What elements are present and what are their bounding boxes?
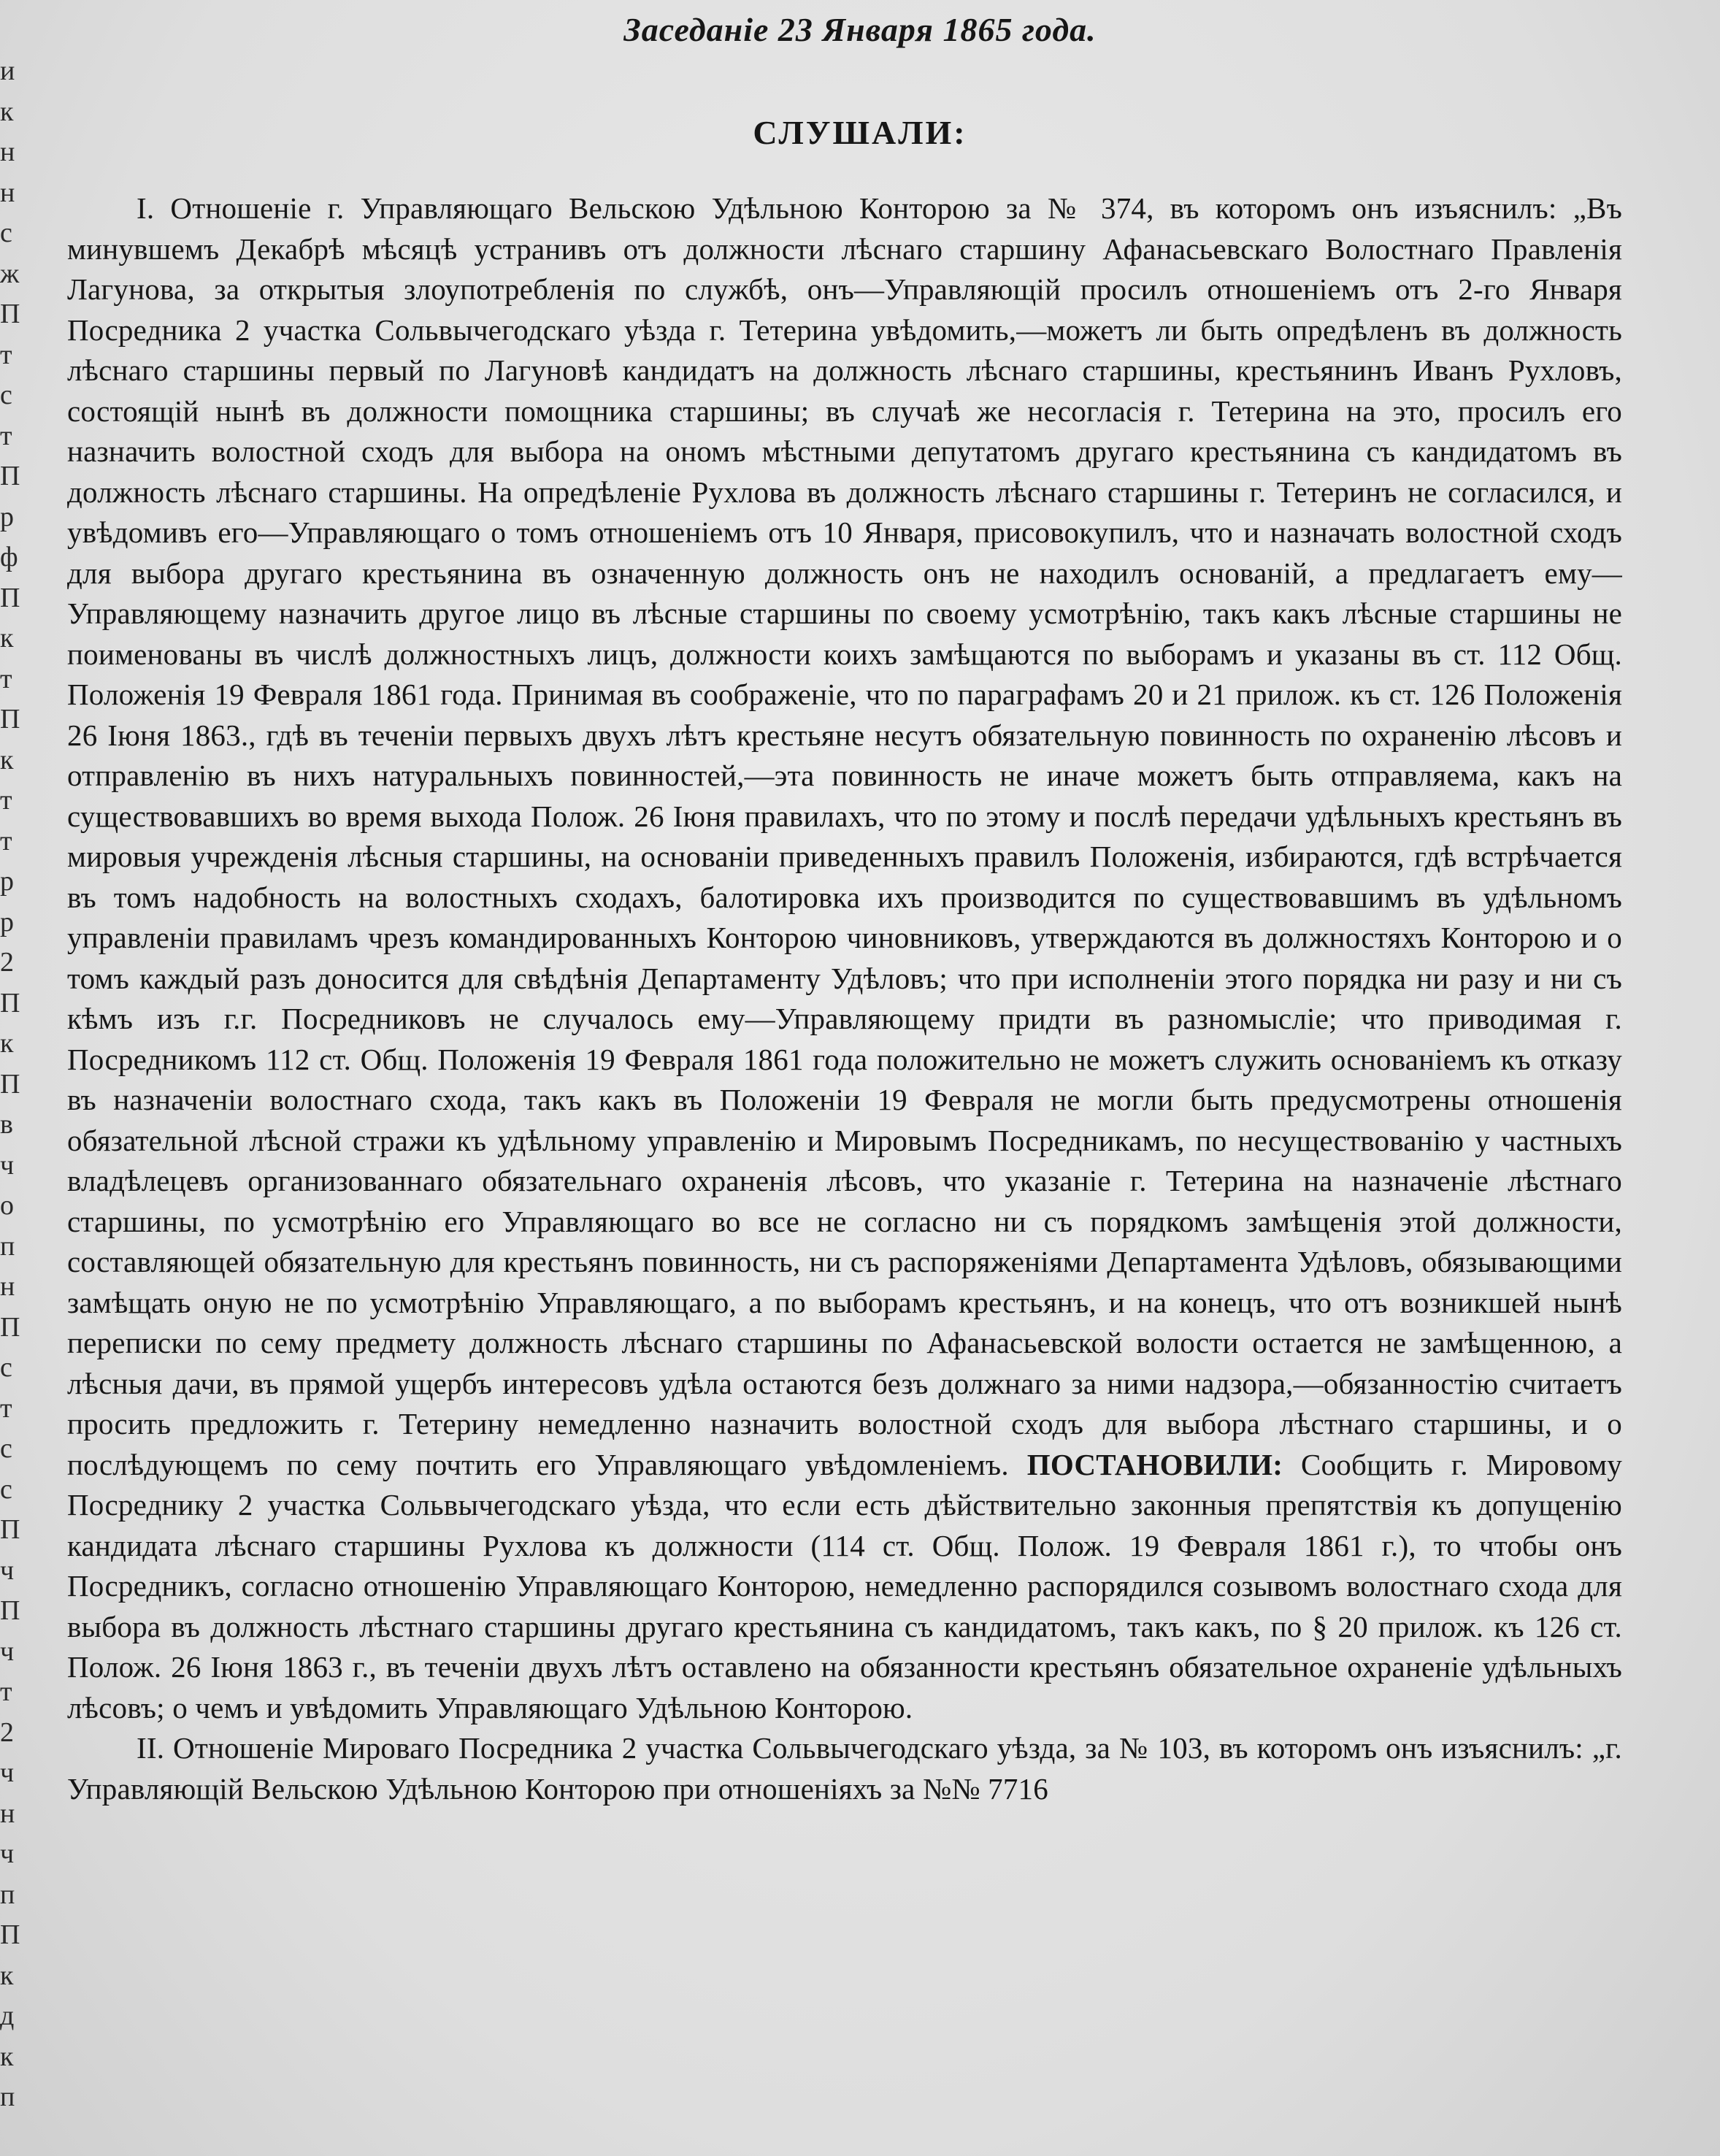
show-through-top <box>88 58 1635 99</box>
section-heading: СЛУШАЛИ: <box>753 114 967 151</box>
session-title: Заседаніе 23 Января 1865 года. <box>623 11 1097 48</box>
resolution-text: Сообщить г. Мировому Посреднику 2 участка Сольвычегодскаго уѣзда, что если есть дѣйствительно законныя препятствія къ допущенію кандидата лѣснаго старшины Рухлова къ должности (114 ст. Общ. Полож. 19 Февраля 1861 г.), то чтобы онъ Посредникъ, согласно отношенію Управляющаго Конторою, немедленно распорядился созывомъ волостнаго схода для выбора въ должность лѣстнаго старшины другаго крестьянина съ кандидатомъ, такъ какъ, по § 20 прилож. къ 126 ст. Полож. 26 Іюня 1863 г., въ теченіи двухъ лѣтъ оставлено на обязанности крестьянъ обязательное охраненіе удѣльныхъ лѣсовъ; о чемъ и увѣдомить Управляющаго Удѣльною Конторою. <box>67 1447 1622 1725</box>
paragraph-1-text: I. Отношеніе г. Управляющаго Вельскою Удѣльною Конторою за № 374, въ которомъ онъ изъяснилъ: „Въ минувшемъ Декабрѣ мѣсяцѣ устранивъ отъ должности лѣснаго старшину Афанасьевскаго Волостнаго Правленія Лагунова, за открытыя злоупотребленія по службѣ, онъ—Управляющій просилъ отношеніемъ отъ 2-го Января Посредника 2 участка Сольвычегодскаго уѣзда г. Тетерина увѣдомить,—можетъ ли быть опредѣленъ въ должность лѣснаго старшины первый по Лагуновѣ кандидатъ на должность лѣснаго старшины, крестьянинъ Иванъ Рухловъ, состоящій нынѣ въ должности помощника старшины; въ случаѣ же несогласія г. Тетерина на это, просилъ его назначить волостной сходъ для выбора на ономъ мѣстными депутатомъ другаго крестьянина съ кандидатомъ въ должность лѣснаго старшины. На опредѣленіе Рухлова въ должность лѣснаго старшины г. Тетеринъ не согласился, и увѣдомивъ его—Управляющаго о томъ отношеніемъ отъ 10 Января, присовокупилъ, что и назначать волостной сходъ для выбора другаго крестьянина въ означенную должность онъ не находилъ основаній, а предлагаетъ ему—Управляющему назначить другое лицо въ лѣсные старшины по своему усмотрѣнію, такъ какъ лѣсные старшины не поименованы въ числѣ должностныхъ лицъ, должности коихъ замѣщаются по выборамъ и указаны въ ст. 112 Общ. Положенія 19 Февраля 1861 года. Принимая въ соображеніе, что по параграфамъ 20 и 21 прилож. къ ст. 126 Положенія 26 Іюня 1863., гдѣ въ теченіи первыхъ двухъ лѣтъ крестьяне несутъ обязательную повинность по охраненію лѣсовъ и отправленію въ нихъ натуральныхъ повинностей,—эта повинность не иначе можетъ быть отправляема, какъ на существовавшихъ во время выхода Полож. 26 Іюня правилахъ, что по этому и послѣ передачи удѣльныхъ крестьянъ въ мировыя учрежденія лѣсныя старшины, на основаніи приведенныхъ правилъ Положенія, избираются, гдѣ встрѣчается въ томъ надобность на волостныхъ сходахъ, балотировка ихъ производится по существовавшимъ въ удѣльномъ управленіи правиламъ чрезъ командированныхъ Конторою чиновниковъ, утверждаются въ должностяхъ Конторою и о томъ каждый разъ доносится для свѣдѣнія Департаменту Удѣловъ; что при исполненіи этого порядка ни разу и ни съ кѣмъ изъ г.г. Посредниковъ не случалось ему—Управляющему придти въ разномысліе; что приводимая г. Посредникомъ 112 ст. Общ. Положенія 19 Февраля 1861 года положительно не можетъ служить основаніемъ къ отказу въ назначеніи волостнаго схода, такъ какъ въ Положеніи 19 Февраля не могли быть предусмотрены отношенія обязательной лѣсной стражи къ удѣльному управленію и Мировымъ Посредникамъ, по несуществованію у частныхъ владѣлецевъ организованнаго обязательнаго охраненія лѣсовъ, что указаніе г. Тетерина на назначеніе лѣстнаго старшины, по усмотрѣнію его Управляющаго во все не согласно ни съ порядкомъ замѣщенія этой должности, составляющей обязательную для крестьянъ повинность, ни съ распоряженіями Департамента Удѣловъ, обязывающими замѣщать оную не по усмотрѣнію Управляющаго, а по выборамъ крестьянъ, и на конецъ, что отъ возникшей нынѣ переписки по сему предмету должность лѣснаго старшины по Афанасьевской волости остается не замѣщенною, а лѣсныя дачи, въ прямой ущербъ интересовъ удѣла остаются безъ должнаго за ними надзора,—обязанностію считаетъ просить предложить г. Тетерину немедленно назначить волостной сходъ для выбора лѣстнаго старшины, и о послѣдующемъ по сему почтить его Управляющаго увѣдомленіемъ. <box>67 191 1622 1481</box>
paragraph-1 <box>67 188 1622 1728</box>
left-margin-column-fragment: и к н н с ж П т с т П р ф П к т П к т т р р 2 П к П в ч о п н П с т с с П ч П ч т 2 ч н ч п П к д к п <box>0 55 20 2110</box>
document-body <box>67 188 1622 1809</box>
resolution-label: ПОСТАНОВИЛИ: <box>1026 1447 1283 1481</box>
paragraph-2: II. Отношеніе Мироваго Посредника 2 участка Сольвычегодскаго уѣзда, за № 103, въ которомъ онъ изъяснилъ: „г. Управляющій Вельскою Удѣльною Конторою при отношеніяхъ за №№ 7716 <box>67 1731 1622 1806</box>
